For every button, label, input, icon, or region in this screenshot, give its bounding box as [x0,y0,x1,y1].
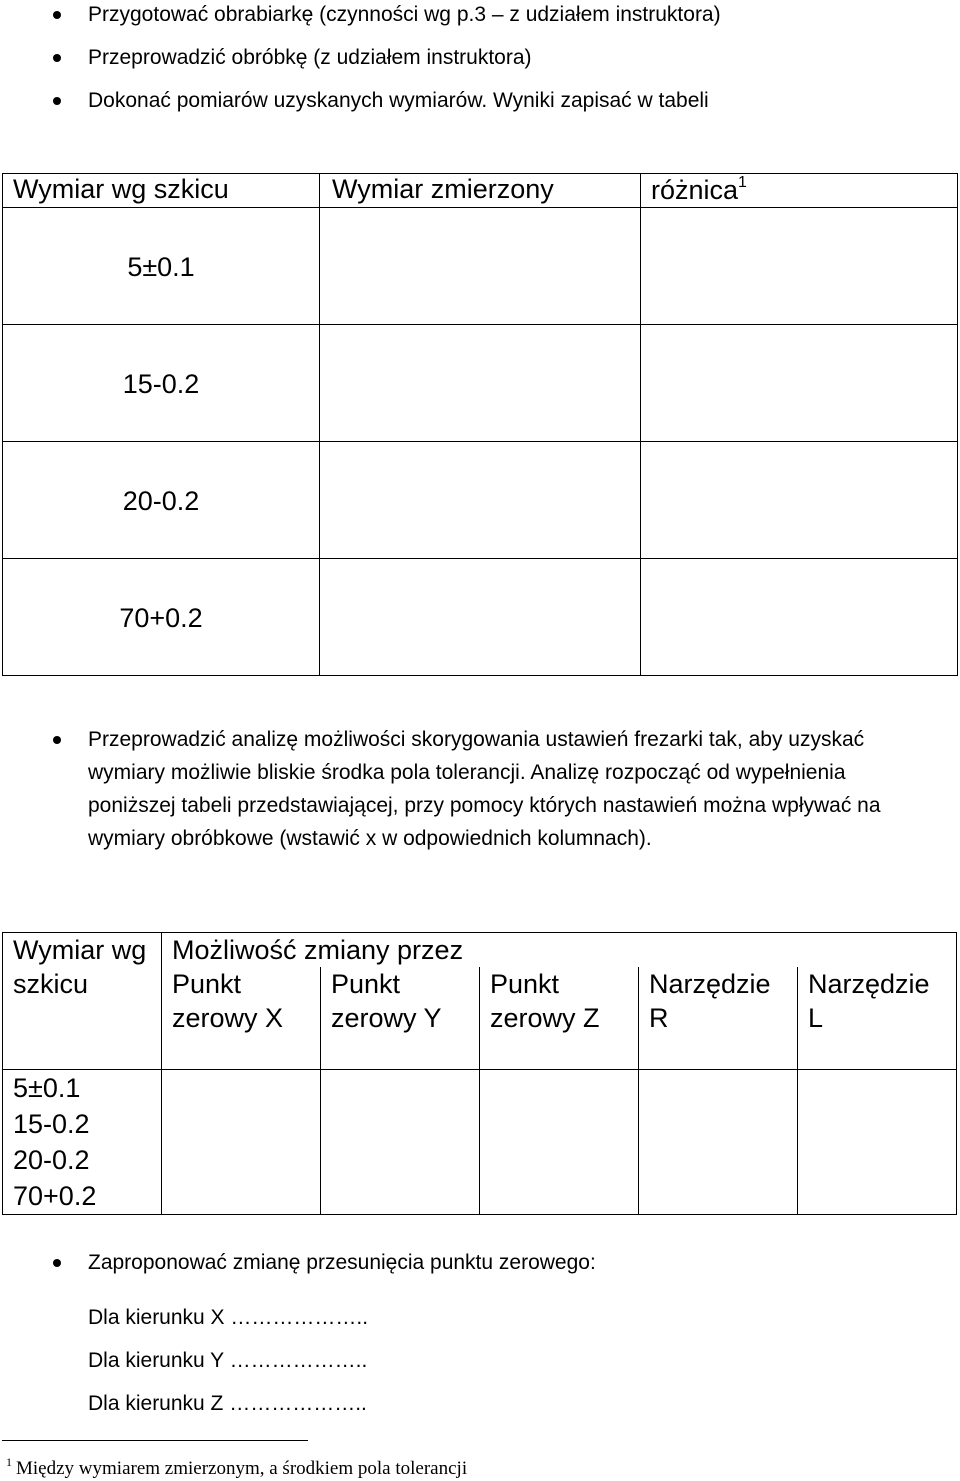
dimension-cell: 70+0.2 [3,559,320,676]
dimension-value: 15-0.2 [13,1109,90,1139]
column-header: Wymiar wg szkicu [3,933,162,1070]
footnote-reference: 1 [738,174,747,191]
column-header: różnica$^1$ [641,174,958,208]
checkbox-cell[interactable] [480,1070,639,1215]
table-header-row [3,174,958,208]
measured-cell[interactable] [320,559,641,676]
dimension-value: 20-0.2 [13,1145,90,1175]
difference-cell[interactable] [641,325,958,442]
column-header: Punkt zerowy X [162,967,321,1070]
list-item [0,41,960,84]
list-item [0,1246,960,1279]
checkbox-cell[interactable] [639,1070,798,1215]
column-header: Narzędzie R [639,967,798,1070]
footnote-mark: 1 [6,1455,12,1469]
difference-cell[interactable] [641,208,958,325]
dimension-value: 5±0.1 [13,1073,81,1103]
list-item [0,84,960,127]
group-header: Możliwość zmiany przez [162,933,957,968]
table-row [3,1070,957,1215]
footnote-separator [2,1440,308,1441]
bullet-icon [53,736,61,744]
list-item-text: Dokonać pomiarów uzyskanych wymiarów. Wyniki zapisać w tabeli [88,89,709,112]
list-item-text: Przeprowadzić obróbkę (z udziałem instruktora) [88,46,532,69]
table-row [3,559,958,676]
table-row [3,208,958,325]
list-item-text: Zaproponować zmianę przesunięcia punktu zerowego: [88,1251,596,1274]
column-header: Wymiar wg szkicu [3,174,320,208]
measured-cell[interactable] [320,208,641,325]
column-header: Narzędzie L [798,967,957,1070]
difference-cell[interactable] [641,442,958,559]
dimension-list-cell [3,1070,162,1215]
table-row [3,442,958,559]
dimension-cell: 5±0.1 [3,208,320,325]
column-header: Punkt zerowy Z [480,967,639,1070]
measured-cell[interactable] [320,325,641,442]
bullet-icon [53,54,61,62]
instruction-list-bottom [0,1246,960,1279]
direction-x-line: Dla kierunku X ……………….. [88,1306,369,1329]
dimension-cell: 20-0.2 [3,442,320,559]
table-header-row [3,933,957,968]
checkbox-cell[interactable] [162,1070,321,1215]
footnote [6,1450,467,1481]
adjustment-table [2,932,957,1215]
direction-y-line: Dla kierunku Y ……………….. [88,1349,368,1372]
list-item-text: Przeprowadzić analizę możliwości skorygowania ustawień frezarki tak, aby uzyskać wymiary możliwie bliskie środka pola tolerancji. Analizę rozpocząć od wypełnienia poniższej tabeli przedstawiającej, przy pomocy których nastawień można wpływać na wymiary obróbkowe (wstawić x w odpowiednich kolumnach). [88,728,881,850]
list-item [0,723,960,855]
direction-z-line: Dla kierunku Z ……………….. [88,1392,367,1415]
dimension-value: 70+0.2 [13,1181,97,1211]
column-header: Wymiar zmierzony [320,174,641,208]
dimension-cell: 15-0.2 [3,325,320,442]
measured-cell[interactable] [320,442,641,559]
table-row [3,325,958,442]
measurement-table [2,173,958,676]
checkbox-cell[interactable] [798,1070,957,1215]
footnote-text: Między wymiarem zmierzonym, a środkiem pola tolerancji [16,1458,468,1479]
bullet-icon [53,11,61,19]
bullet-icon [53,1259,61,1267]
difference-cell[interactable] [641,559,958,676]
column-header: Punkt zerowy Y [321,967,480,1070]
instruction-list-middle [0,723,960,855]
list-item [0,0,960,41]
checkbox-cell[interactable] [321,1070,480,1215]
bullet-icon [53,97,61,105]
instruction-list-top [0,0,960,127]
list-item-text: Przygotować obrabiarkę (czynności wg p.3 – z udziałem instruktora) [88,3,721,26]
